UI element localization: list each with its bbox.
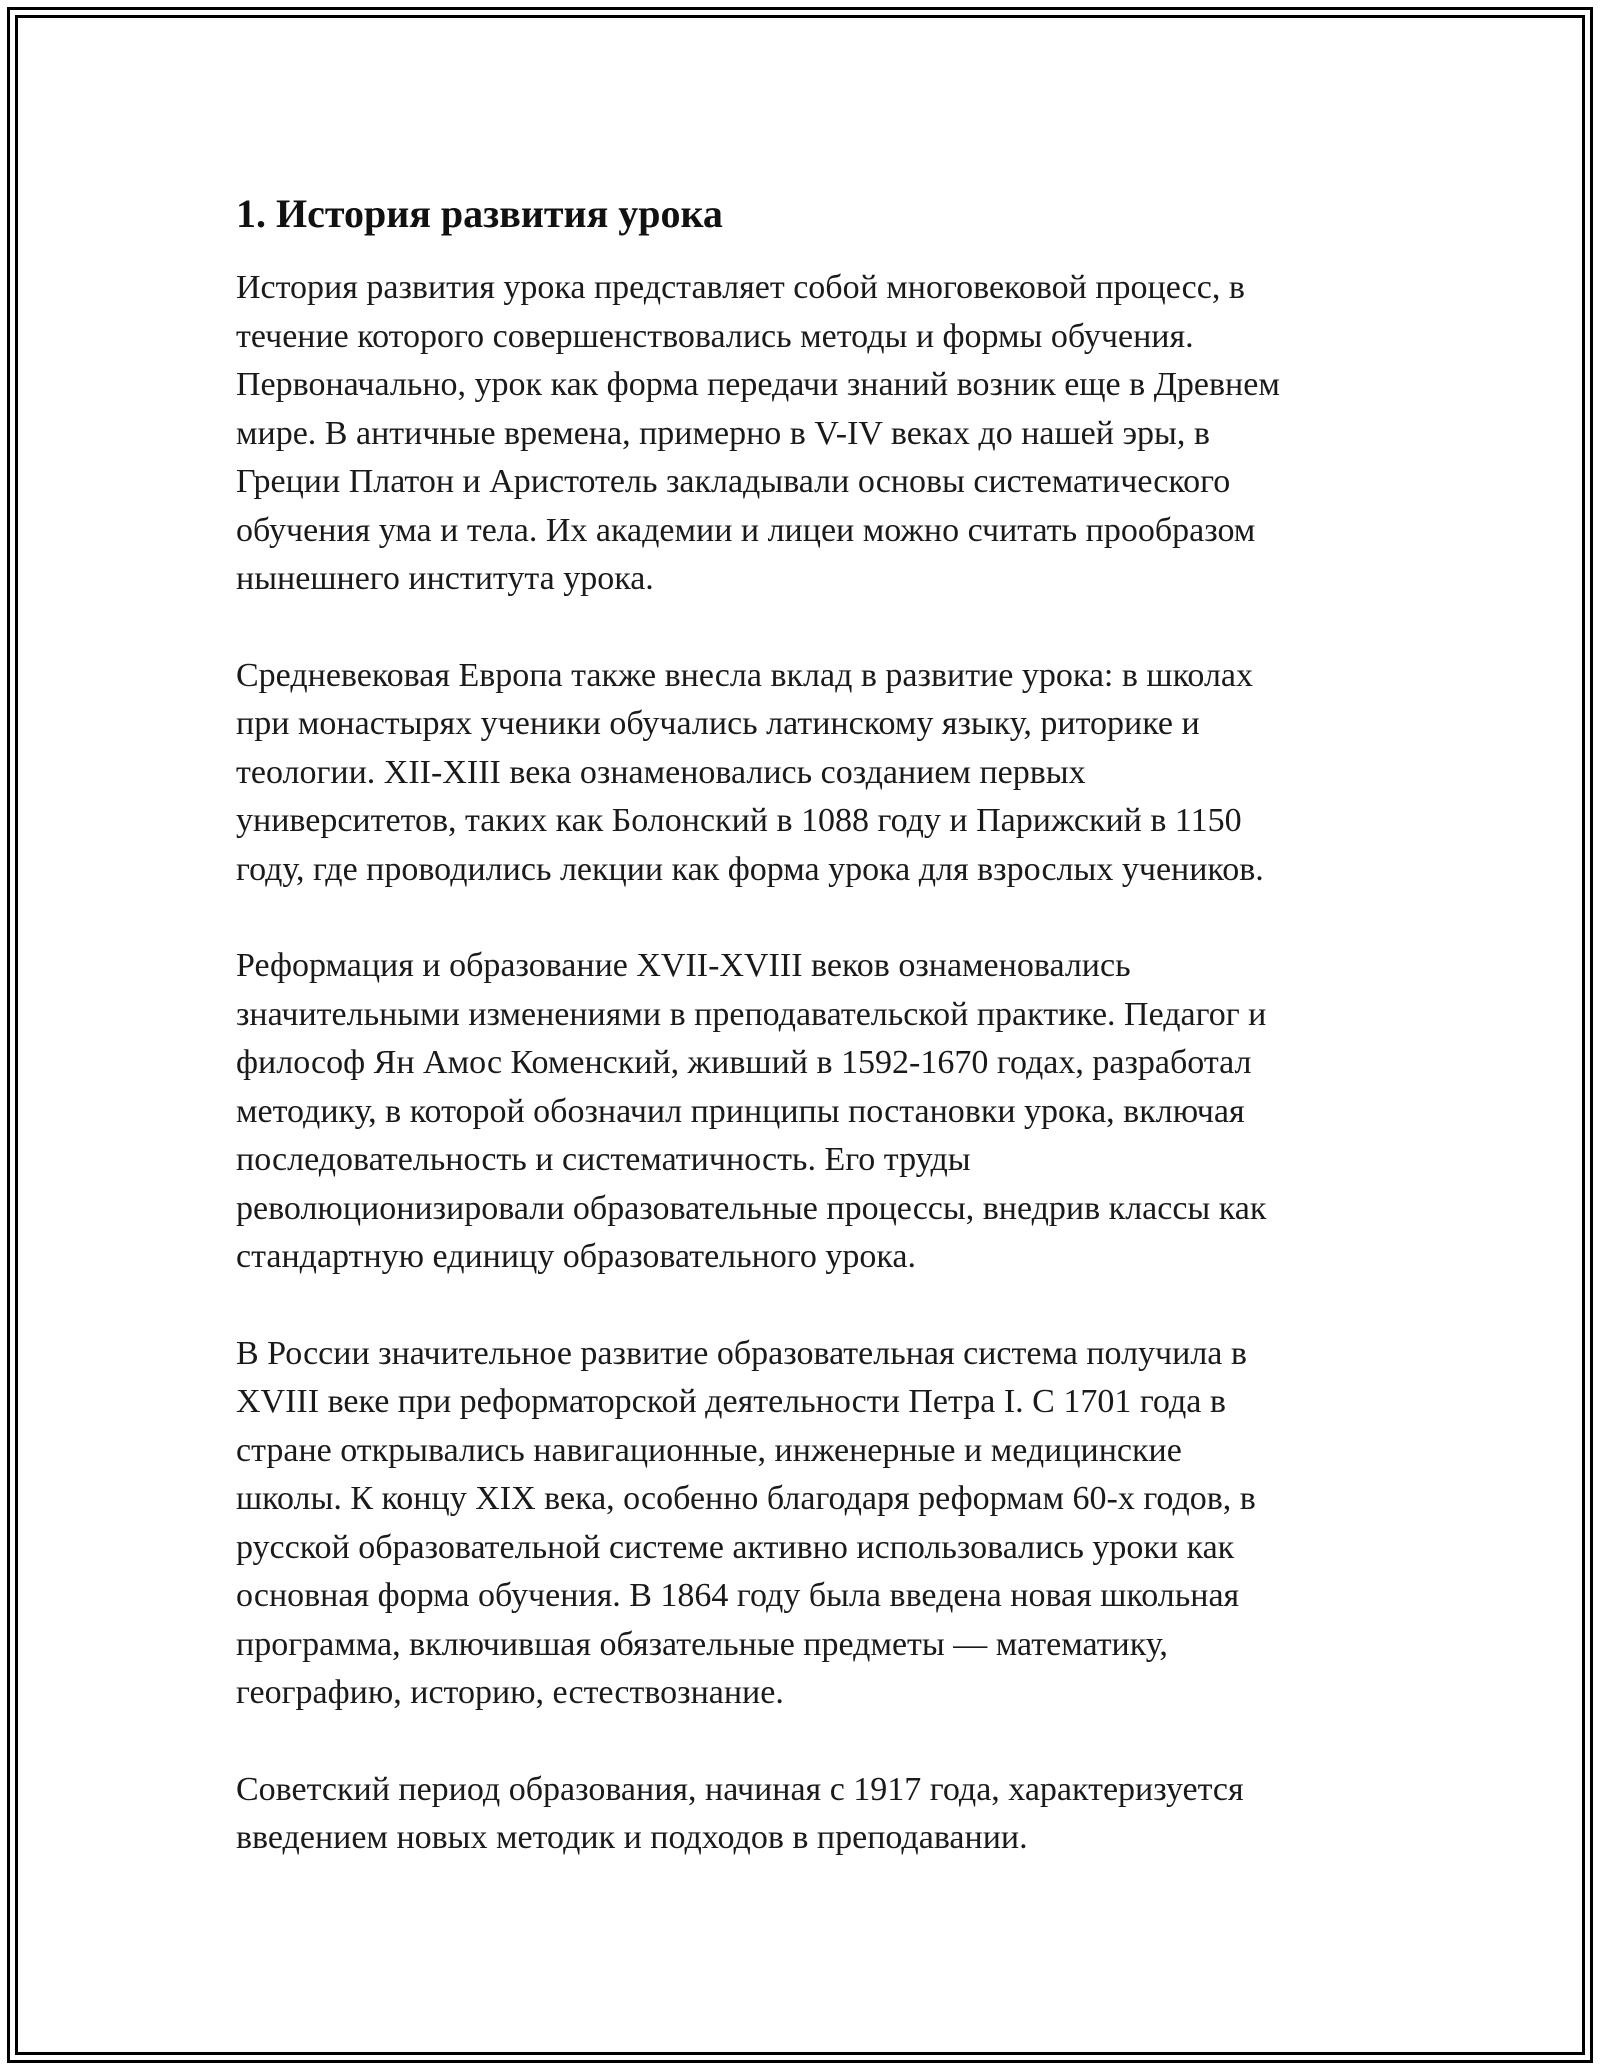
text-line: течение которого совершенствовались методы и формы обучения.: [236, 317, 1194, 355]
text-line: нынешнего института урока.: [236, 560, 654, 597]
text-line: стандартную единицу образовательного урока.: [236, 1238, 917, 1275]
text-line: географию, историю, естествознание.: [236, 1674, 784, 1711]
text-line: Средневековая Европа также внесла вклад в развитие урока: в школах: [236, 656, 1254, 694]
text-line: стране открывались навигационные, инженерные и медицинские: [236, 1431, 1182, 1469]
paragraph-3: [236, 942, 1386, 1282]
text-line: Греции Платон и Аристотель закладывали основы систематического: [236, 463, 1231, 500]
document-body: [236, 184, 1386, 1911]
paragraph-4: [236, 1330, 1386, 1718]
text-line: В России значительное развитие образовательная система получила в: [236, 1334, 1247, 1372]
paragraph-1: [236, 264, 1386, 604]
text-line: XVIII веке при реформаторской деятельности Петра I. С 1701 года в: [236, 1383, 1226, 1420]
text-line: значительными изменениями в преподавательской практике. Педагог и: [236, 995, 1267, 1033]
text-line: основная форма обучения. В 1864 году была введена новая школьная: [236, 1577, 1240, 1614]
text-line: университетов, таких как Болонский в 1088 году и Парижский в 1150: [236, 802, 1242, 839]
text-line: теологии. XII-XIII века ознаменовались созданием первых: [236, 753, 1086, 791]
text-line: введением новых методик и подходов в преподавании.: [236, 1819, 1028, 1856]
text-line: Реформация и образование XVII-XVIII веков ознаменовались: [236, 947, 1131, 984]
paragraph-5: [236, 1766, 1386, 1863]
text-line: году, где проводились лекции как форма урока для взрослых учеников.: [236, 850, 1264, 888]
paragraph-2: [236, 652, 1386, 895]
text-line: Советский период образования, начиная с 1917 года, характеризуется: [236, 1770, 1244, 1808]
text-line: обучения ума и тела. Их академии и лицеи можно считать прообразом: [236, 511, 1256, 549]
section-heading: 1. История развития урока: [236, 191, 723, 236]
text-line: мире. В античные времена, примерно в V-IV веках до нашей эры, в: [236, 414, 1210, 452]
text-line: последовательность и систематичность. Его труды: [236, 1141, 971, 1178]
text-line: школы. К концу XIX века, особенно благодаря реформам 60-х годов, в: [236, 1480, 1256, 1517]
text-line: методику, в которой обозначил принципы постановки урока, включая: [236, 1092, 1245, 1130]
text-line: революционизировали образовательные процессы, внедрив классы как: [236, 1189, 1267, 1227]
text-line: История развития урока представляет собой многовековой процесс, в: [236, 269, 1245, 306]
text-line: Первоначально, урок как форма передачи знаний возник еще в Древнем: [236, 366, 1280, 403]
text-line: русской образовательной системе активно использовались уроки как: [236, 1528, 1235, 1566]
text-line: программа, включившая обязательные предметы — математику,: [236, 1625, 1168, 1663]
text-line: философ Ян Амос Коменский, живший в 1592-1670 годах, разработал: [236, 1044, 1252, 1081]
text-line: при монастырях ученики обучались латинскому языку, риторике и: [236, 705, 1200, 742]
